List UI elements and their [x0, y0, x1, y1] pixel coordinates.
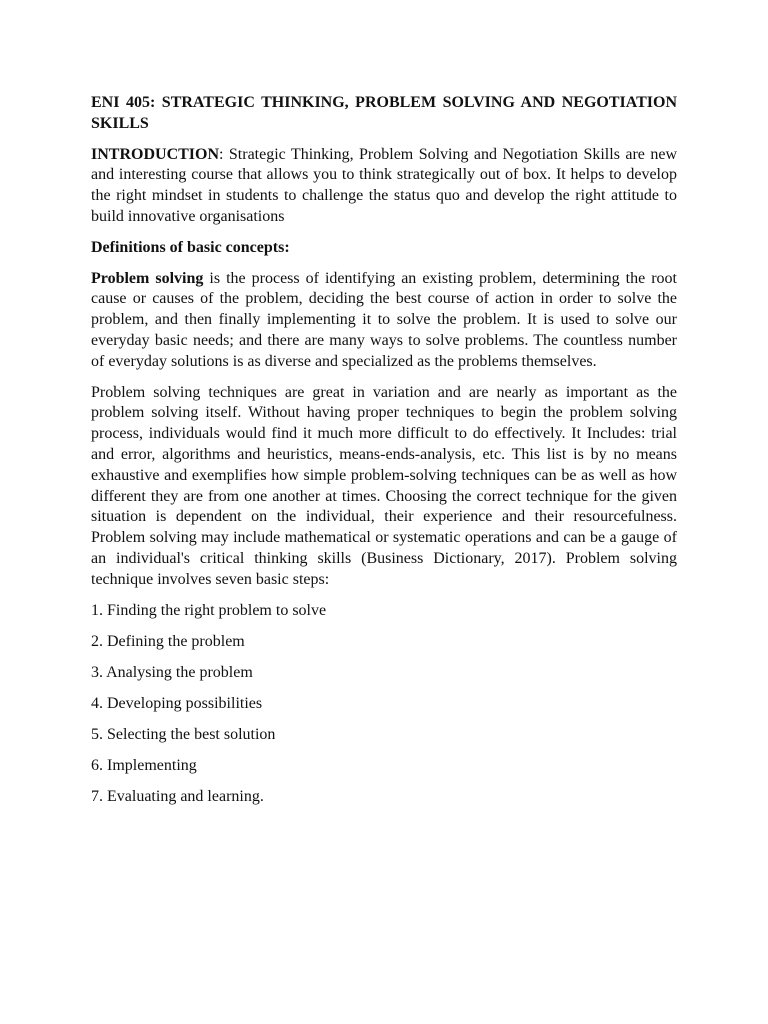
step-item: 3. Analysing the problem	[91, 663, 253, 681]
document-title: ENI 405: STRATEGIC THINKING, PROBLEM SOLVING AND NEGOTIATION SKILLS	[91, 94, 677, 132]
steps-list	[91, 601, 677, 808]
step-item: 1. Finding the right problem to solve	[91, 601, 327, 619]
problem-solving-text: is the process of identifying an existing problem, determining the root cause or causes of the problem, deciding the best course of action in order to solve the problem, and then finally implementing it to solve the problem. It is used to solve our everyday basic needs; and there are many ways to solve problems. The countless number of everyday solutions is as diverse and specialized as the problems themselves.	[91, 269, 677, 370]
intro-paragraph	[91, 145, 677, 228]
problem-solving-paragraph	[91, 269, 677, 373]
document-page	[91, 93, 677, 818]
problem-solving-term: Problem solving	[91, 269, 204, 287]
definitions-heading: Definitions of basic concepts:	[91, 238, 290, 256]
intro-label: INTRODUCTION	[91, 145, 220, 163]
step-item: 2. Defining the problem	[91, 632, 245, 650]
step-item: 6. Implementing	[91, 757, 197, 774]
step-item: 7. Evaluating and learning.	[91, 788, 264, 806]
step-item: 5. Selecting the best solution	[91, 725, 276, 743]
techniques-paragraph: Problem solving techniques are great in variation and are nearly as important as the problem solving itself. Without having proper techniques to begin the problem solving process, individuals would find it much more difficult to do effectively. It Includes: trial and error, algorithms and heuristics, means-ends-analysis, etc. This list is by no means exhaustive and exemplifies how simple problem-solving techniques can be as well as how different they are from one another at times. Choosing the correct technique for the given situation is dependent on the individual, their experience and their resourcefulness. Problem solving may include mathematical or systematic operations and can be a gauge of an individual's critical thinking skills (Business Dictionary, 2017). Problem solving technique involves seven basic steps:	[91, 383, 677, 588]
step-item: 4. Developing possibilities	[91, 694, 263, 712]
intro-text: : Strategic Thinking, Problem Solving and Negotiation Skills are new and interesting course that allows you to think strategically out of box. It helps to develop the right mindset in students to challenge the status quo and develop the right attitude to build innovative organisations	[91, 145, 677, 225]
